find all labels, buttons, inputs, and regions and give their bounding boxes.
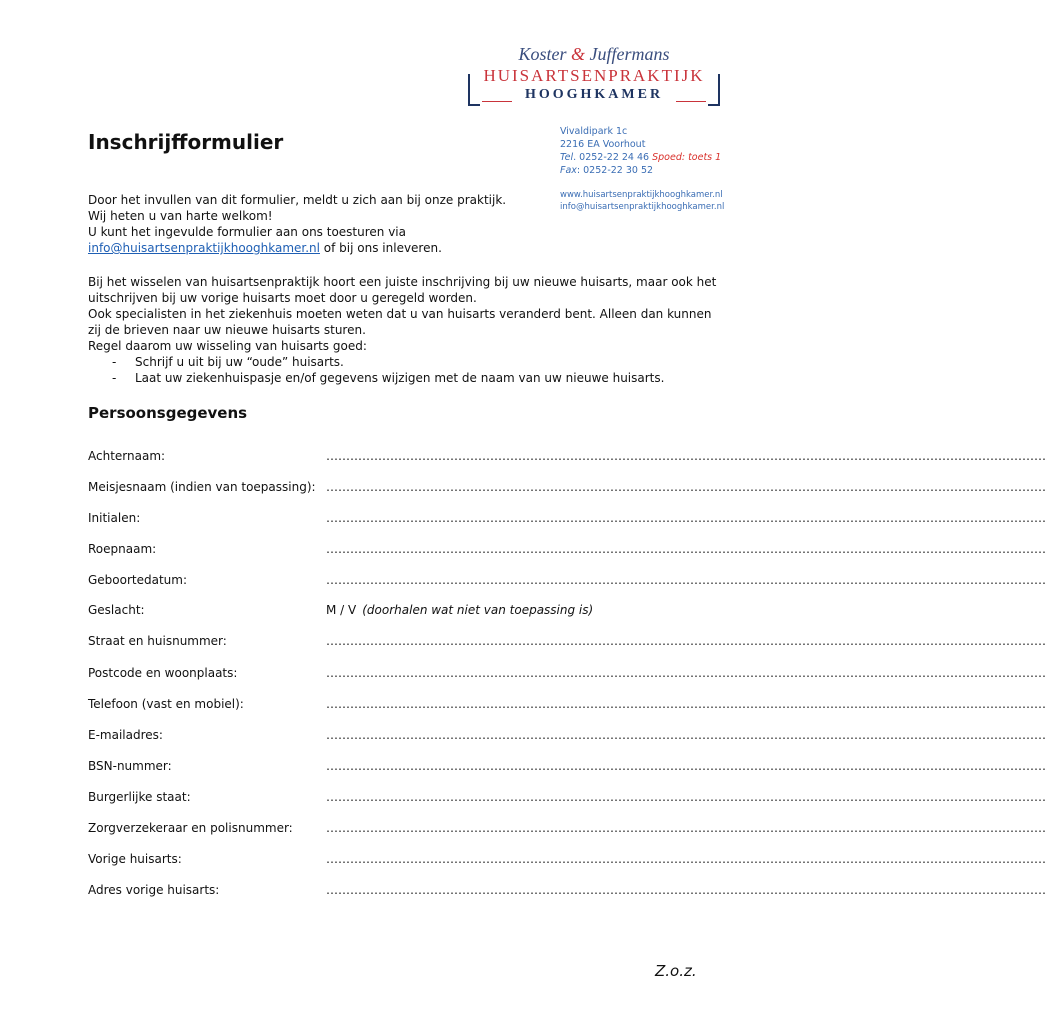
page-title: Inschrijfformulier: [88, 130, 284, 154]
field-label: Roepnaam:: [88, 542, 157, 556]
field-label: E-mailadres:: [88, 728, 163, 742]
field-label: Burgerlijke staat:: [88, 790, 191, 804]
logo-practice-type: HUISARTSENPRAKTIJK: [483, 66, 705, 85]
fill-in-line[interactable]: ………………………………………………………………………………………………………………………………………………………………: [326, 697, 1046, 711]
field-label: BSN-nummer:: [88, 759, 172, 773]
field-burgerlijke-staat: [88, 790, 1046, 808]
logo-frame-left: [468, 74, 480, 106]
contact-emergency: Spoed: toets 1: [652, 152, 722, 163]
field-achternaam: [88, 449, 1046, 467]
field-label: Geslacht:: [88, 603, 145, 617]
field-email: [88, 728, 1046, 746]
info-line: Regel daarom uw wisseling van huisarts goed:: [88, 339, 367, 353]
field-label: Geboortedatum:: [88, 573, 188, 587]
field-label: Zorgverzekeraar en polisnummer:: [88, 821, 293, 835]
intro-paragraph: [88, 192, 708, 256]
fill-in-line[interactable]: ………………………………………………………………………………………………………………………………………………………………: [326, 573, 1046, 587]
info-line: Ook specialisten in het ziekenhuis moeten weten dat u van huisarts veranderd bent. Alleen dan kunnen: [88, 307, 712, 321]
fill-in-line[interactable]: ………………………………………………………………………………………………………………………………………………………………: [326, 634, 1046, 648]
intro-line: U kunt het ingevulde formulier aan ons toesturen via: [88, 225, 406, 239]
fill-in-line[interactable]: ………………………………………………………………………………………………………………………………………………………………: [326, 728, 1046, 742]
fill-in-line[interactable]: ………………………………………………………………………………………………………………………………………………………………: [326, 511, 1046, 525]
field-vorige-huisarts: [88, 852, 1046, 870]
logo-practice-name: HOOGHKAMER: [524, 87, 664, 102]
field-label: Vorige huisarts:: [88, 852, 182, 866]
field-adres-vorige-huisarts: [88, 883, 1046, 901]
email-link[interactable]: info@huisartsenpraktijkhooghkamer.nl: [88, 241, 320, 255]
field-straat: [88, 634, 1046, 652]
field-meisjesnaam: [88, 480, 1046, 498]
intro-line: Door het invullen van dit formulier, meldt u zich aan bij onze praktijk.: [88, 193, 507, 207]
contact-city: 2216 EA Voorhout: [560, 139, 646, 150]
fill-in-line[interactable]: ………………………………………………………………………………………………………………………………………………………………: [326, 449, 1046, 463]
field-geboortedatum: [88, 573, 1046, 591]
info-line: zij de brieven naar uw nieuwe huisarts sturen.: [88, 323, 366, 337]
field-label: Telefoon (vast en mobiel):: [88, 697, 244, 711]
intro-line: info@huisartsenpraktijkhooghkamer.nl of bij ons inleveren.: [88, 241, 442, 255]
fill-in-line[interactable]: ………………………………………………………………………………………………………………………………………………………………: [326, 821, 1046, 835]
section-title-personal-data: Persoonsgegevens: [88, 404, 248, 422]
fill-in-line[interactable]: ………………………………………………………………………………………………………………………………………………………………: [326, 852, 1046, 866]
field-bsn: [88, 759, 1046, 777]
info-line: Bij het wisselen van huisartsenpraktijk hoort een juiste inschrijving bij uw nieuwe huisarts, maar ook het: [88, 275, 717, 289]
intro-line: Wij heten u van harte welkom!: [88, 209, 273, 223]
fill-in-line[interactable]: ………………………………………………………………………………………………………………………………………………………………: [326, 759, 1046, 773]
fill-in-line[interactable]: ………………………………………………………………………………………………………………………………………………………………: [326, 883, 1046, 897]
field-telefoon: [88, 697, 1046, 715]
fill-in-line[interactable]: ………………………………………………………………………………………………………………………………………………………………: [326, 666, 1046, 680]
field-label: Initialen:: [88, 511, 141, 525]
field-zorgverzekeraar: [88, 821, 1046, 839]
gender-choice[interactable]: M / V (doorhalen wat niet van toepassing is): [326, 603, 594, 617]
field-label: Adres vorige huisarts:: [88, 883, 220, 897]
field-label: Achternaam:: [88, 449, 166, 463]
contact-phone: Tel. 0252-22 24 46 Spoed: toets 1: [560, 152, 722, 163]
fill-in-line[interactable]: ………………………………………………………………………………………………………………………………………………………………: [326, 480, 1046, 494]
logo-frame-right: [708, 74, 720, 106]
field-roepnaam: [88, 542, 1046, 560]
fill-in-line[interactable]: ………………………………………………………………………………………………………………………………………………………………: [326, 790, 1046, 804]
field-label: Postcode en woonplaats:: [88, 666, 238, 680]
info-paragraph: [88, 274, 717, 386]
field-geslacht: [88, 603, 698, 621]
contact-website-link[interactable]: www.huisartsenpraktijkhooghkamer.nl: [560, 190, 723, 200]
field-label: Straat en huisnummer:: [88, 634, 227, 648]
gender-note: (doorhalen wat niet van toepassing is): [362, 603, 594, 617]
page-turn-note: Z.o.z.: [655, 962, 697, 980]
logo-doctor-names: Koster & Juffermans: [518, 44, 670, 64]
contact-email-link[interactable]: info@huisartsenpraktijkhooghkamer.nl: [560, 202, 725, 212]
bullet-item: - Laat uw ziekenhuispasje en/of gegevens wijzigen met de naam van uw nieuwe huisarts.: [112, 371, 665, 385]
field-postcode: [88, 666, 1046, 684]
fill-in-line[interactable]: ………………………………………………………………………………………………………………………………………………………………: [326, 542, 1046, 556]
practice-logo: [468, 44, 720, 108]
bullet-item: - Schrijf u uit bij uw “oude” huisarts.: [112, 355, 344, 369]
field-label: Meisjesnaam (indien van toepassing):: [88, 480, 316, 494]
info-line: uitschrijven bij uw vorige huisarts moet door u geregeld worden.: [88, 291, 477, 305]
contact-street: Vivaldipark 1c: [560, 126, 628, 137]
contact-fax: Fax: 0252-22 30 52: [560, 165, 654, 176]
field-initialen: [88, 511, 1046, 529]
